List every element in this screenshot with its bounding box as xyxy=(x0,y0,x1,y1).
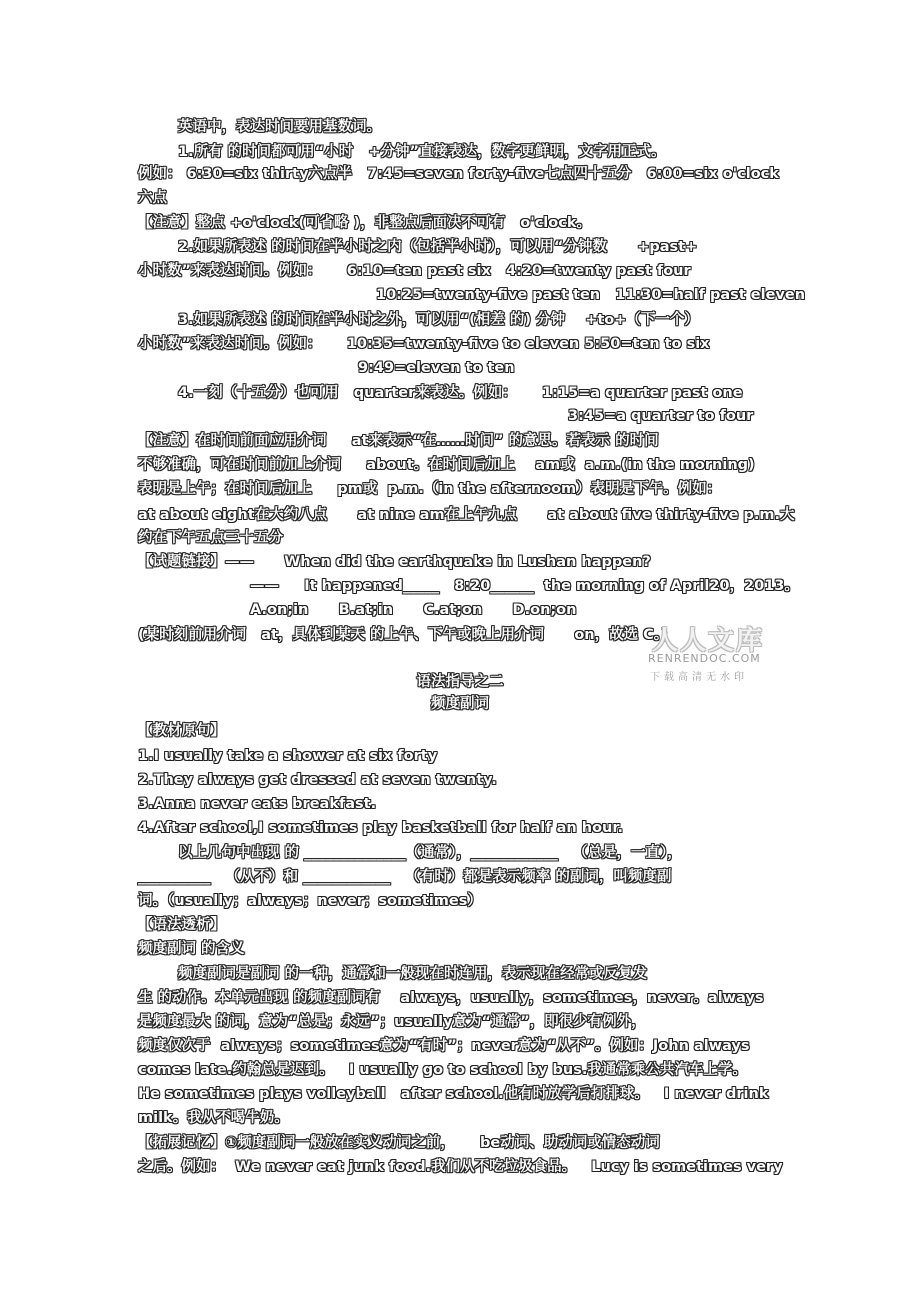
section-title: 语法指导之二 xyxy=(416,674,504,690)
text-line: 小时数”来表达时间。例如： 10:35=twenty-five to eleven 5:50=ten to six xyxy=(138,336,710,352)
watermark-tagline: 下载高清无水印 xyxy=(650,672,748,683)
text-line: 【语法透析】 xyxy=(138,917,225,933)
text-line: 【拓展记忆】①频度副词一般放在实义动词之前， be动词、助动词或情态动词 xyxy=(138,1135,660,1151)
text-line: 3.Anna never eats breakfast. xyxy=(138,796,377,812)
text-line: 2.They always get dressed at seven twenty. xyxy=(138,772,497,788)
text-line: 词。（usually；always；never；sometimes） xyxy=(138,893,482,909)
exercise-answer: (某时刻前用介词 at，具体到某天 的上午、下午或晚上用介词 on，故选 C。) xyxy=(138,627,668,643)
note-line: 【注意】整点 +o'clock(可省略 )，非整点后面决不可有 o'clock。 xyxy=(138,215,591,231)
text-line: 英语中，表达时间要用基数词。 xyxy=(178,119,381,135)
text-line: 约在下午五点三十五分 xyxy=(138,530,283,546)
text-line: 4.After school,I sometimes play basketball for half an hour. xyxy=(138,820,623,836)
text-line: 是频度最大 的词，意为“总是；永远”；usually意为“通常”，即很少有例外， xyxy=(138,1014,646,1030)
text-line: 频度副词 的含义 xyxy=(138,941,245,957)
text-line: 生 的动作。本单元出现 的频度副词有 always，usually，sometimes，never。always xyxy=(138,990,764,1006)
text-line: 4.一刻（十五分）也可用 quarter来表达。例如： 1:15=a quarter past one xyxy=(178,385,743,401)
text-line: 之后。例如： We never eat junk food.我们从不吃垃圾食品。 Lucy is sometimes very xyxy=(138,1159,783,1175)
text-line: 不够准确，可在时间前加上介词 about。在时间后加上 am或 a.m.(in the morning) xyxy=(138,457,755,473)
exercise-blank: —— It happened_____ 8:20______ the morning of April20，2013。 xyxy=(250,578,799,594)
text-line: __________ （从不）和 ____________ （有时）都是表示频率 的副词，叫频度副 xyxy=(138,869,672,885)
text-line: comes late.约翰总是迟到。 I usually go to school by bus.我通常乘公共汽车上学。 xyxy=(138,1062,747,1078)
text-line: 1.所有 的时间都可用“小时 +分钟”直接表达，数字更鲜明，文字用正式。 xyxy=(178,144,666,160)
exercise-options: A.on;in B.at;in C.at;on D.on;on xyxy=(250,602,577,618)
exercise-question: 【试题链接】—— When did the earthquake in Lushan happen? xyxy=(138,554,651,570)
watermark-logo: 人人文库 xyxy=(652,626,765,656)
text-line: 3:45=a quarter to four xyxy=(568,408,754,424)
watermark-url: RENRENDOC.COM xyxy=(648,652,761,665)
text-line: 频度仅次于 always；sometimes意为“有时”；never意为“从不”。例如：John always xyxy=(138,1038,750,1054)
text-line: 表明是上午；在时间后加上 pm或 p.m.（in the afternoom）表明是下午。例如： xyxy=(138,481,722,497)
text-line: 1.I usually take a shower at six forty xyxy=(138,748,438,764)
note-line: 【注意】在时间前面应用介词 at来表示“在……时间” 的意思。若表示 的时间 xyxy=(138,433,659,449)
text-line: milk。我从不喝牛奶。 xyxy=(138,1110,289,1126)
text-line: 3.如果所表述 的时间在半小时之外，可以用“(相差 的) 分钟 +to+（下一个） xyxy=(178,312,699,328)
section-subtitle: 频度副词 xyxy=(431,696,489,712)
text-line: 小时数”来表达时间。例如： 6:10=ten past six 4:20=twenty past four xyxy=(138,263,691,279)
text-line: 以上几句中出现 的 ______________（通常），____________ （总是，一直）， xyxy=(178,845,682,861)
text-line: 六点 xyxy=(138,190,167,206)
text-line: 2.如果所表述 的时间在半小时之内（包括半小时），可以用“分钟数 +past+ xyxy=(178,239,698,255)
text-line: 频度副词是副词 的一种，通常和一般现在时连用，表示现在经常或反复发 xyxy=(178,966,648,982)
text-line: He sometimes plays volleyball after school.他有时放学后打排球。 I never drink xyxy=(138,1086,769,1102)
text-line: 例如： 6:30=six thirty六点半 7:45=seven forty-five七点四十五分 6:00=six o'clock xyxy=(138,166,779,182)
text-line: 10:25=twenty-five past ten 11:30=half past eleven xyxy=(376,287,806,303)
text-line: 【教材原句】 xyxy=(138,723,225,739)
text-line: at about eight在大约八点 at nine am在上午九点 at about five thirty-five p.m.大 xyxy=(138,507,795,523)
text-line: 9:49=eleven to ten xyxy=(358,360,515,376)
